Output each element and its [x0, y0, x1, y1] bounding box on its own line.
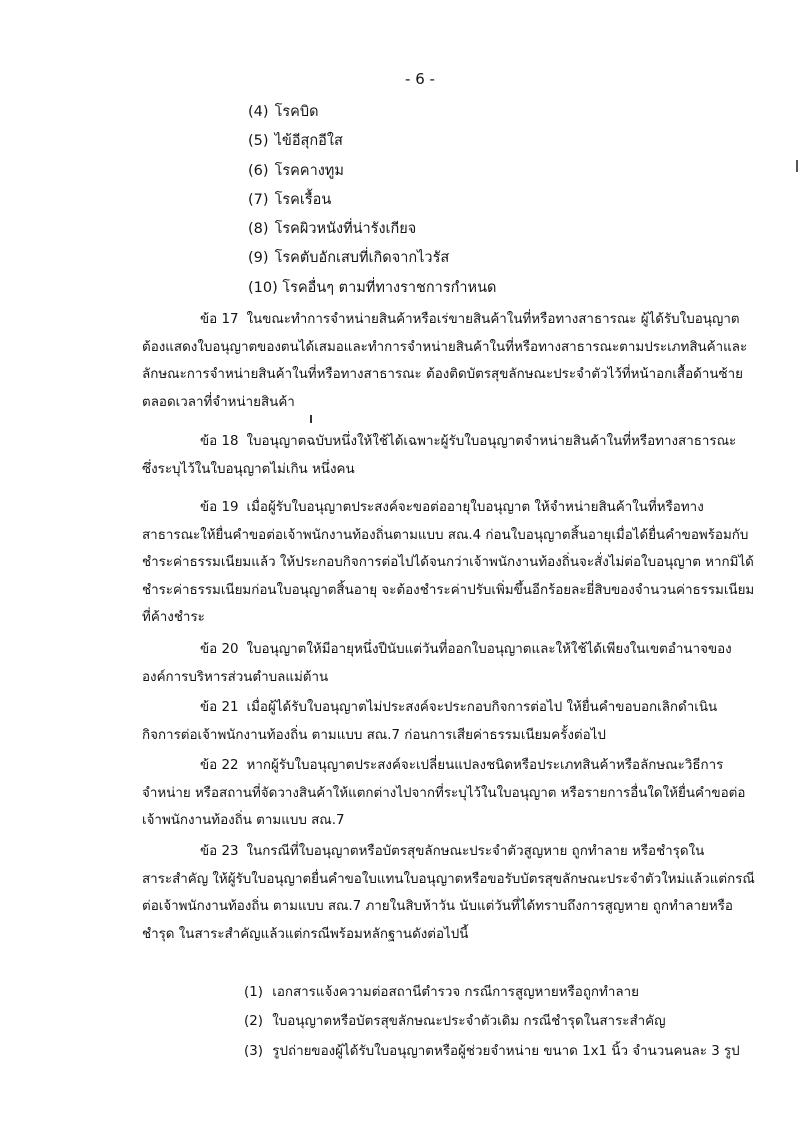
clause-label: ข้อ 17	[200, 312, 239, 327]
list-item	[244, 978, 740, 1007]
clause-first-line: เมื่อผู้รับใบอนุญาตประสงค์จะขอต่ออายุใบอนุญาต ให้จำหน่ายสินค้าในที่หรือทาง	[246, 500, 704, 515]
list-item-number: (3)	[244, 1043, 263, 1059]
list-item-text: โรคเรื้อน	[274, 191, 332, 208]
clause-body: สาธารณะให้ยื่นคำขอต่อเจ้าพนักงานท้องถิ่นตามแบบ สณ.4 ก่อนใบอนุญาตสิ้นอายุเมื่อได้ยื่นคำขอพร้อมกับชำระค่าธรรมเนียมแล้ว ให้ประกอบกิจการต่อไปได้จนกว่าเจ้าพนักงานท้องถิ่นจะสั่งไม่ต่อใบอนุญาต หากมิได้ชำระค่าธรรมเนียมก่อนใบอนุญาตสิ้นอายุ จะต้องชำระค่าปรับเพิ่มขึ้นอีกร้อยละยี่สิบของจำนวนค่าธรรมเนียมที่ค้างชำระ	[142, 527, 755, 625]
clause-label: ข้อ 22	[200, 758, 239, 773]
required-documents-list	[244, 978, 740, 1066]
list-item-number: (4)	[248, 104, 269, 120]
clause-19	[142, 494, 760, 632]
list-item-number: (2)	[244, 1014, 263, 1030]
clause-body: องค์การบริหารส่วนตำบลแม่ต้าน	[142, 669, 329, 685]
list-item-text: เอกสารแจ้งความต่อสถานีตำรวจ กรณีการสูญหายหรือถูกทำลาย	[272, 985, 639, 1000]
page-number: - 6 -	[405, 70, 435, 88]
clause-first-line: ในกรณีที่ใบอนุญาตหรือบัตรสุขลักษณะประจำตัวสูญหาย ถูกทำลาย หรือชำรุดใน	[246, 844, 705, 859]
list-item-number: (5)	[248, 133, 269, 150]
list-item	[248, 244, 496, 273]
clause-17	[142, 306, 760, 416]
list-item	[244, 1037, 740, 1066]
clause-body: สาระสำคัญ ให้ผู้รับใบอนุญาตยื่นคำขอใบแทนใบอนุญาตหรือขอรับบัตรสุขลักษณะประจำตัวใหม่แล้วแต่กรณีต่อเจ้าพนักงานท้องถิ่น ตามแบบ สณ.7 ภายในสิบห้าวัน นับแต่วันที่ได้ทราบถึงการสูญหาย ถูกทำลายหรือชำรุด ในสาระสำคัญแล้วแต่กรณีพร้อมหลักฐานดังต่อไปนี้	[142, 871, 755, 942]
clause-18	[142, 428, 760, 483]
list-item-text: โรคอื่นๆ ตามที่ทางราชการกำหนด	[282, 279, 497, 296]
list-item-number: (7)	[248, 191, 269, 208]
list-item-text: โรคบิด	[274, 104, 319, 120]
clause-23	[142, 838, 760, 948]
clause-first-line: ใบอนุญาตให้มีอายุหนึ่งปีนับแต่วันที่ออกใบอนุญาตและให้ใช้ได้เพียงในเขตอำนาจของ	[246, 642, 732, 657]
clause-label: ข้อ 20	[200, 642, 239, 657]
disease-list	[248, 98, 496, 303]
list-item-number: (1)	[244, 985, 263, 1000]
clause-label: ข้อ 19	[200, 500, 239, 515]
list-item	[248, 157, 496, 186]
clause-22	[142, 752, 760, 835]
list-item-number: (9)	[248, 250, 269, 267]
clause-body: ต้องแสดงใบอนุญาตของตนได้เสมอและทำการจำหน่ายสินค้าในที่หรือทางสาธารณะตามประเภทสินค้าและลักษณะการจำหน่ายสินค้าในที่หรือทางสาธารณะ ต้องติดบัตรสุขลักษณะประจำตัวไว้ที่หน้าอกเสื้อด้านซ้ายตลอดเวลาที่จำหน่ายสินค้า	[142, 339, 748, 410]
list-item-number: (8)	[248, 221, 269, 238]
clause-body: จำหน่าย หรือสถานที่จัดวางสินค้าให้แตกต่างไปจากที่ระบุไว้ในใบอนุญาต หรือรายการอื่นใดให้ยื่นคำขอต่อเจ้าพนักงานท้องถิ่น ตามแบบ สณ.7	[142, 785, 746, 828]
list-item-text: ใบอนุญาตหรือบัตรสุขลักษณะประจำตัวเดิม กรณีชำรุดในสาระสำคัญ	[272, 1014, 666, 1030]
list-item	[248, 215, 496, 244]
list-item-number: (6)	[248, 162, 269, 179]
list-item-number: (10)	[248, 279, 278, 296]
list-item	[248, 274, 496, 303]
list-item	[244, 1007, 740, 1036]
list-item	[248, 186, 496, 215]
list-item-text: โรคคางทูม	[274, 162, 344, 179]
clause-21	[142, 694, 760, 749]
clause-label: ข้อ 23	[200, 844, 239, 859]
list-item	[248, 127, 496, 156]
clause-20	[142, 636, 760, 691]
clause-body: กิจการต่อเจ้าพนักงานท้องถิ่น ตามแบบ สณ.7 ก่อนการเสียค่าธรรมเนียมครั้งต่อไป	[142, 727, 606, 743]
clause-first-line: หากผู้รับใบอนุญาตประสงค์จะเปลี่ยนแปลงชนิดหรือประเภทสินค้าหรือลักษณะวิธีการ	[246, 758, 724, 773]
list-item-text: โรคผิวหนังที่น่ารังเกียจ	[274, 221, 417, 238]
clause-first-line: ใบอนุญาตฉบับหนึ่งให้ใช้ได้เฉพาะผู้รับใบอนุญาตจำหน่ายสินค้าในที่หรือทางสาธารณะ	[246, 434, 737, 449]
clause-label: ข้อ 18	[200, 434, 239, 449]
clause-label: ข้อ 21	[200, 700, 239, 715]
scan-artifact	[310, 415, 312, 423]
list-item-text: รูปถ่ายของผู้ได้รับใบอนุญาตหรือผู้ช่วยจำหน่าย ขนาด 1x1 นิ้ว จำนวนคนละ 3 รูป	[272, 1043, 740, 1059]
clause-first-line: เมื่อผู้ได้รับใบอนุญาตไม่ประสงค์จะประกอบกิจการต่อไป ให้ยื่นคำขอบอกเลิกดำเนิน	[246, 700, 718, 715]
list-item	[248, 98, 496, 127]
list-item-text: โรคตับอักเสบที่เกิดจากไวรัส	[274, 250, 450, 267]
list-item-text: ไข้อีสุกอีใส	[274, 133, 343, 150]
scan-edge-artifact	[796, 160, 798, 172]
clause-body: ซึ่งระบุไว้ในใบอนุญาตไม่เกิน หนึ่งคน	[142, 461, 355, 477]
clause-first-line: ในขณะทำการจำหน่ายสินค้าหรือเร่ขายสินค้าในที่หรือทางสาธารณะ ผู้ได้รับใบอนุญาต	[246, 312, 740, 327]
